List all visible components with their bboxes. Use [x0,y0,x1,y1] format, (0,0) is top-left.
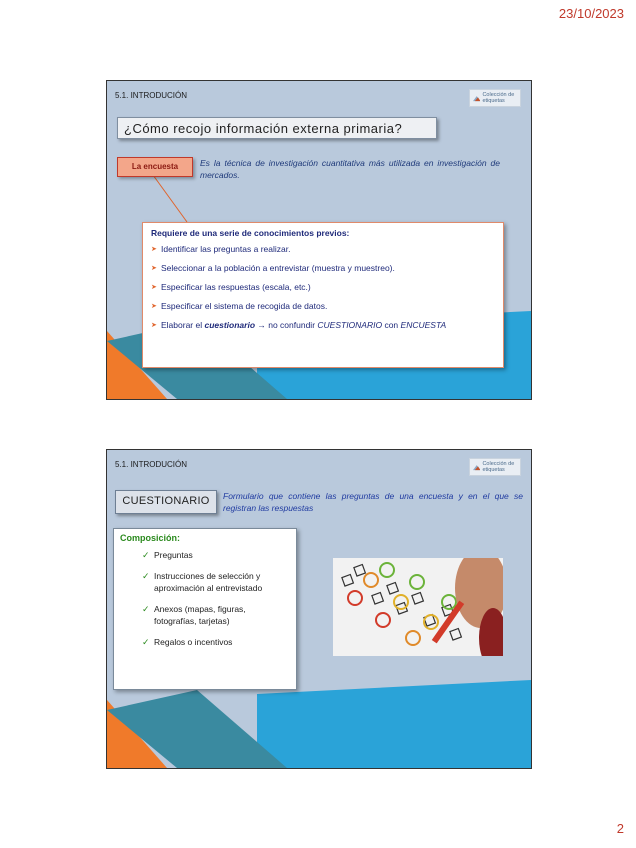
logo-icon [473,462,480,472]
logo-text: Colección de etiquetas [482,92,515,104]
list-item: ➤ Identificar las preguntas a realizar. [151,244,495,255]
requirements-title: Requiere de una serie de conocimientos previos: [151,228,350,238]
composition-list [120,549,290,648]
logo-text: Colección de etiquetas [482,461,515,473]
composition-title: Composición: [120,533,180,543]
list-item: ✓ Instrucciones de selección y aproximación al entrevistado [142,570,290,594]
slide-title: ¿Cómo recojo información externa primaria? [117,117,437,139]
list-item: ✓ Preguntas [142,549,290,561]
list-item: ➤ Seleccionar a la población a entrevistar (muestra y muestreo). [151,263,495,274]
requirements-box [142,222,504,368]
emphasis-text: ENCUESTA [400,320,447,330]
composition-box [113,528,297,690]
emphasis-text: CUESTIONARIO [317,320,383,330]
emphasis-text: cuestionario [204,320,256,330]
requirements-list [151,244,495,331]
section-heading: 5.1. INTRODUCIÓN [115,460,188,469]
text-part: → no confundir [255,320,318,330]
list-item: ✓ Regalos o incentivos [142,636,290,648]
list-item: ✓ Anexos (mapas, figuras, fotografías, tarjetas) [142,603,290,627]
tag-label: CUESTIONARIO [115,490,217,514]
list-item: ➤ Especificar el sistema de recogida de datos. [151,301,495,312]
page-number: 2 [616,821,624,836]
slide-1 [106,80,532,400]
tag-description: Formulario que contiene las preguntas de una encuesta y en el que se registran las respuestas [223,491,523,513]
list-item: ➤ Especificar las respuestas (escala, etc.) [151,282,495,293]
logo [469,458,521,476]
section-heading: 5.1. INTRODUCIÓN [115,91,188,100]
text-part: Elaborar el [161,320,205,330]
tag-description: Es la técnica de investigación cuantitativa más utilizada en investigación de mercados. [200,158,500,180]
logo-icon [473,93,480,103]
logo [469,89,521,107]
tag-label: La encuesta [117,157,193,177]
text-part: con [382,320,401,330]
survey-photo [333,558,503,656]
list-item [151,320,495,331]
slide-2 [106,449,532,769]
page-date: 23/10/2023 [558,6,624,21]
